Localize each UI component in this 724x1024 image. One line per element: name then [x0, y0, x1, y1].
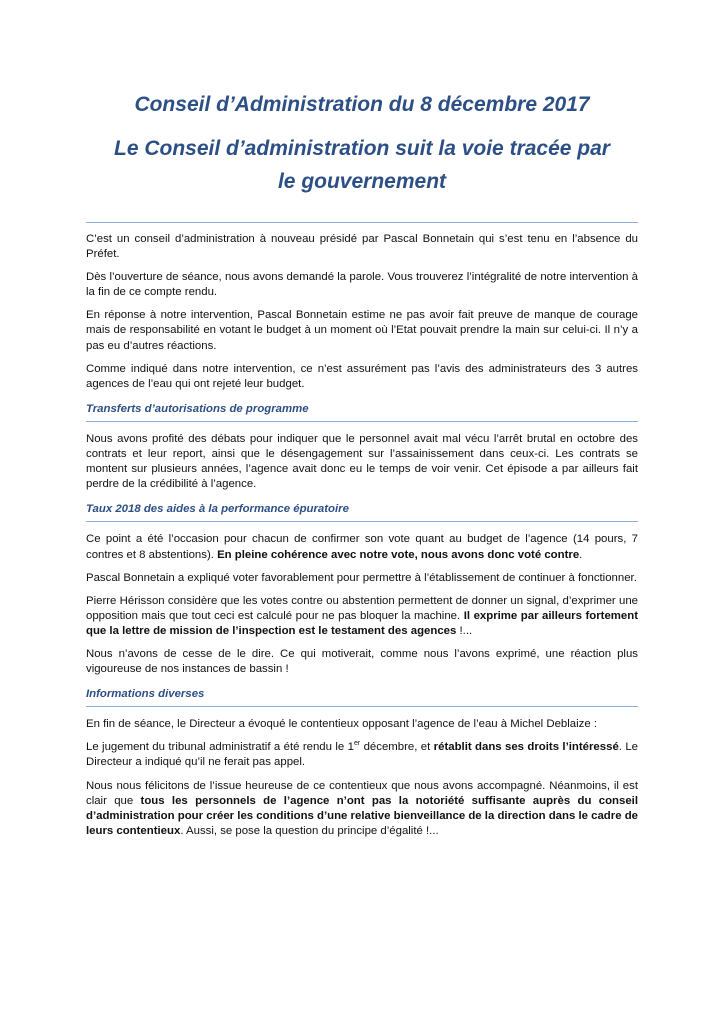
section2-p1-bold: En pleine cohérence avec notre vote, nous avons donc voté contre: [217, 548, 580, 561]
section3-p2-text-a: Le jugement du tribunal administratif a été rendu le 1: [86, 741, 354, 754]
intro-paragraph-2: Dès l’ouverture de séance, nous avons demandé la parole. Vous trouverez l’intégralité de notre intervention à la fin de ce compte rendu.: [86, 271, 638, 299]
section-heading-transferts: Transferts d’autorisations de programme: [86, 402, 638, 422]
section2-p3-end: !...: [456, 624, 473, 637]
section-heading-informations: Informations diverses: [86, 687, 638, 707]
section3-paragraph-1: En fin de séance, le Directeur a évoqué le contentieux opposant l’agence de l’eau à Michel Deblaize :: [86, 718, 598, 731]
section2-paragraph-4: Nous n’avons de cesse de le dire. Ce qui motiverait, comme nous l’avons exprimé, une réaction plus vigoureuse de nos instances de bassin !: [86, 647, 638, 676]
document-body: [86, 232, 638, 847]
section3-paragraph-3: [86, 779, 638, 839]
section3-p3-end: . Aussi, se pose la question du principe d’égalité !...: [180, 824, 439, 837]
title-line-3: le gouvernement: [277, 170, 447, 193]
intro-paragraph-4: Comme indiqué dans notre intervention, ce n’est assurément pas l’avis des administrateurs des 3 autres agences de l’eau qui ont rejeté leur budget.: [86, 362, 638, 390]
section2-p3-text: Pierre Hérisson considère que les votes contre ou abstention permettent de donner un signal, d’exprimer une opposition mais que tout ceci est calculé pour ne pas bloquer la machine.: [86, 594, 638, 622]
section2-paragraph-2: Pascal Bonnetain a expliqué voter favorablement pour permettre à l’établissement de continuer à fonctionner.: [86, 571, 637, 584]
section2-p1-end: .: [579, 548, 583, 561]
section3-p2-sup: er: [353, 740, 361, 748]
section1-paragraph-1: Nous avons profité des débats pour indiquer que le personnel avait mal vécu l’arrêt brutal en octobre des contrats et leur report, ainsi que le désengagement sur l’assainissement dans ceux-ci. Les contrats se montent sur plusieurs années, l’agence avait donc eu le temps de voir venir. Cet épisode a par ailleurs fait perdre de la crédibilité à l’agence.: [86, 432, 638, 491]
section3-p3-text: Nous nous félicitons de l’issue heureuse de ce contentieux que nous avons accompagné. Néanmoins, il est clair que: [86, 779, 638, 807]
intro-paragraph-1: C’est un conseil d’administration à nouveau présidé par Pascal Bonnetain qui s’est tenu en l’absence du Préfet.: [86, 233, 638, 261]
section2-paragraph-1: [86, 532, 638, 562]
section2-paragraph-3: [86, 594, 638, 639]
section3-p3-bold: tous les personnels de l’agence n’ont pas la notoriété suffisante auprès du conseil d’administration pour créer les conditions d’une relative bienveillance de la direction dans le cadre de leurs contentieux: [86, 794, 638, 837]
section2-p1-text: Ce point a été l’occasion pour chacun de confirmer son vote quant au budget de l’agence (14 pours, 7 contres et 8 abstentions).: [86, 533, 638, 561]
section3-p2-text-b: décembre, et: [360, 741, 434, 754]
section3-p2-bold: rétablit dans ses droits l’intéressé: [433, 741, 619, 754]
document-title: [86, 90, 638, 198]
title-line-1: Conseil d’Administration du 8 décembre 2017: [134, 93, 590, 116]
title-line-2: Le Conseil d’administration suit la voie tracée par: [114, 137, 610, 160]
intro-paragraph-3: En réponse à notre intervention, Pascal Bonnetain estime ne pas avoir fait preuve de manque de courage mais de responsabilité en votant le budget à un moment où l’Etat pouvait prendre la main sur celui-ci. Il n’y a pas eu d’autres réactions.: [86, 309, 638, 352]
section-heading-taux: Taux 2018 des aides à la performance épuratoire: [86, 502, 638, 522]
title-divider: [86, 222, 638, 223]
section2-p3-bold: Il exprime par ailleurs fortement que la lettre de mission de l’inspection est le testament des agences: [86, 609, 638, 637]
section3-p2-end: . Le Directeur a indiqué qu’il ne ferait pas appel.: [86, 741, 639, 769]
section3-paragraph-2: [86, 740, 638, 770]
